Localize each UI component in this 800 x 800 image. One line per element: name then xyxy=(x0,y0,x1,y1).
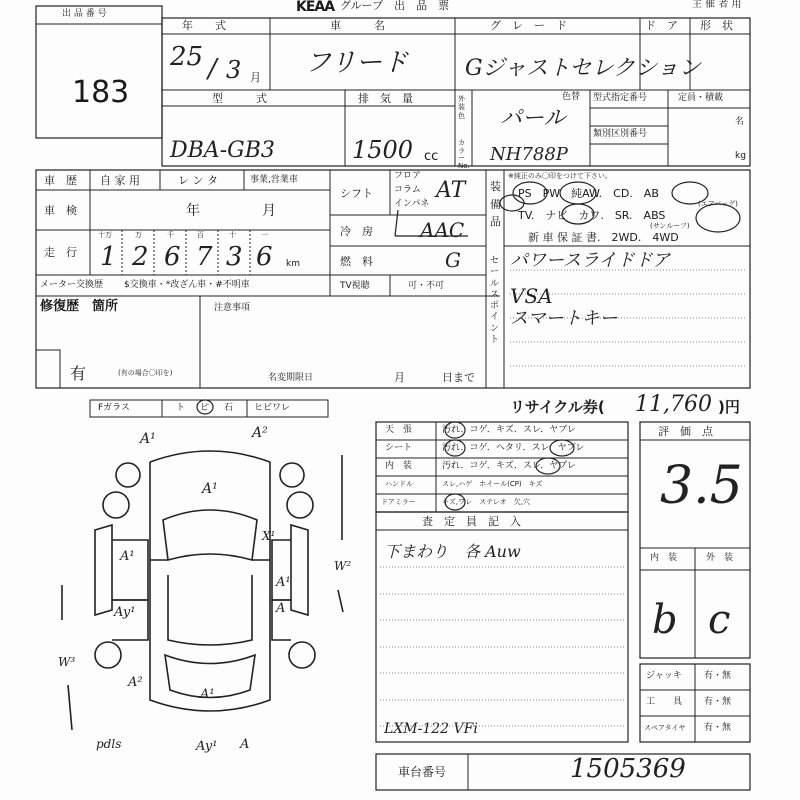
type-approval-label: 型式指定番号 xyxy=(593,93,648,103)
form-title: グループ 出 品 票 xyxy=(340,0,450,12)
equipment-note: ※純正のみ〇印をつけて下さい。 xyxy=(508,172,612,180)
mileage-digit-4: 7 xyxy=(196,242,213,272)
color-code-label: カラーNo. xyxy=(458,139,470,171)
inspection-month: 月 xyxy=(262,203,276,219)
recycle-unit: )円 xyxy=(718,398,740,416)
equipment-row2-sub: (サンルーフ) xyxy=(650,222,690,230)
car-name-label: 車 名 xyxy=(330,19,385,32)
mileage-label: 走 行 xyxy=(44,246,77,259)
lot-number: 183 xyxy=(72,75,130,110)
deadline-label: 名変期限日 xyxy=(268,373,314,383)
month-unit: 月 xyxy=(250,71,261,84)
mark-a1-left: A¹ xyxy=(120,549,135,564)
mark-w2: W² xyxy=(334,559,352,573)
aircon-label: 冷 房 xyxy=(340,225,373,238)
shift-panel: インパネ xyxy=(394,199,430,209)
equipment-row3: 新 車 保 証 書. 2WD. 4WD xyxy=(528,231,679,244)
inspector-label: 査 定 員 記 入 xyxy=(422,515,521,528)
mileage-digit-6: 6 xyxy=(256,242,273,272)
grade-value: 3.5 xyxy=(660,456,743,516)
shape-label: 形 状 xyxy=(700,19,733,32)
mark-pdls: pdls xyxy=(96,737,122,751)
capacity-label: 定員・積載 xyxy=(678,93,724,103)
fuel-value: G xyxy=(445,248,461,272)
tv-label: TV視聴 xyxy=(340,281,370,291)
interior-row-5-options: キズ,ワレ ステレオ 欠,穴 xyxy=(442,498,531,506)
mark-ay1-left: Ay¹ xyxy=(114,605,136,620)
mileage-unit-1: 十万 xyxy=(98,231,112,239)
mileage-digit-3: 6 xyxy=(164,242,181,272)
sales-item-3: スマートキー xyxy=(510,308,618,329)
interior-row-4-options: スレ,ハゲ ホイール(CP) キズ xyxy=(442,480,543,488)
equipment-row1-sub: (エアバッグ) xyxy=(698,200,738,208)
tool-jack-value: 有・無 xyxy=(704,671,732,681)
tool-spare-label: スペアタイヤ xyxy=(644,724,686,732)
equipment-row2: TV. ナビ カワ. SR. ABS xyxy=(518,209,666,222)
history-label: 車 歴 xyxy=(44,174,77,187)
mark-a1-right: A¹ xyxy=(276,575,291,590)
interior-row-4-label: ハンドル xyxy=(385,480,413,488)
inspection-year: 年 xyxy=(186,203,200,219)
car-name-value: フリード xyxy=(305,48,408,78)
sponsor-label: 主 催 者 用 xyxy=(692,0,742,10)
sales-item-1: パワースライドドア xyxy=(510,250,671,271)
deadline-month: 月 xyxy=(394,371,405,384)
model-label: 型 式 xyxy=(212,92,267,105)
interior-grade-label: 内 装 xyxy=(650,553,678,563)
deadline-day: 日まで xyxy=(442,371,475,384)
notes-label: 注意事項 xyxy=(214,303,251,313)
equipment-label: 装備品 xyxy=(490,180,501,229)
mark-a-rear: A xyxy=(240,737,250,752)
color-change-label: 色替 xyxy=(562,92,581,102)
brand-logo: KEAA xyxy=(296,0,335,15)
shift-value: AT xyxy=(436,178,466,203)
tool-spare-value: 有・無 xyxy=(704,723,732,733)
mileage-digit-2: 2 xyxy=(132,242,149,272)
mark-a-right: A xyxy=(276,601,286,616)
inspector-dots xyxy=(380,567,624,726)
history-business: 事業,営業車 xyxy=(250,175,298,185)
shift-label: シフト xyxy=(340,187,373,200)
mileage-digit-1: 1 xyxy=(100,242,117,272)
history-private: 自 家 用 xyxy=(100,174,140,187)
glass-opt-4: ヒビワレ xyxy=(254,403,291,413)
mark-w3: W³ xyxy=(58,655,76,669)
grade-value: Gジャストセレクション xyxy=(465,56,701,81)
displacement-label: 排 気 量 xyxy=(358,92,413,105)
tool-kit-label: 工 具 xyxy=(646,697,683,707)
year-slash: / xyxy=(208,54,217,84)
shift-floor: フロア xyxy=(394,171,422,181)
repair-value: 有 xyxy=(70,364,87,383)
glass-opt-3: 石 xyxy=(224,403,234,413)
recycle-label: リサイクル券( xyxy=(510,398,605,416)
meter-legend: $交換車・*改ざん車・#不明車 xyxy=(124,280,250,290)
mark-x1: X¹ xyxy=(262,529,276,543)
mileage-unit-4: 百 xyxy=(197,231,204,239)
color-value: パール xyxy=(500,106,566,131)
mark-a1-top: A¹ xyxy=(140,431,156,447)
mileage-unit-6: 一 xyxy=(261,231,268,239)
sales-item-2: VSA xyxy=(510,284,553,308)
inspection-label: 車 検 xyxy=(44,204,77,217)
exterior-grade-value: c xyxy=(708,597,731,643)
interior-row-3-options: 汚れ．コゲ．キズ．スレ．ヤブレ xyxy=(442,461,576,471)
exterior-color-label: 外装色 xyxy=(458,95,465,120)
chassis-value: 1505369 xyxy=(570,754,686,784)
model-value: DBA-GB3 xyxy=(170,138,275,163)
mark-a2-rear: A² xyxy=(128,675,143,690)
category-label: 類別区別番号 xyxy=(593,129,648,139)
meter-label: メーター交換歴 xyxy=(40,280,104,290)
recycle-value: 11,760 xyxy=(635,392,712,417)
mileage-unit-5: 十 xyxy=(229,231,236,239)
year-value: 25 xyxy=(170,42,204,72)
glass-opt-2: ピ xyxy=(200,403,210,413)
displacement-value: 1500 xyxy=(352,136,414,164)
color-code-value: NH788P xyxy=(490,144,568,165)
tool-jack-label: ジャッキ xyxy=(646,671,682,681)
interior-row-1-options: 汚れ．コゲ．キズ．スレ．ヤブレ xyxy=(442,425,576,435)
equipment-row1: PS PW 純AW. CD. AB xyxy=(518,187,659,200)
inspector-code: LXM-122 VFi xyxy=(384,721,478,737)
interior-grade-value: b xyxy=(652,597,678,643)
mileage-unit: km xyxy=(286,259,300,269)
month-value: 3 xyxy=(226,56,242,84)
grade-label: グ レ ー ド xyxy=(490,19,567,32)
aircon-value: AAC xyxy=(420,218,465,242)
door-label: ド ア xyxy=(645,19,678,32)
exterior-grade-label: 外 装 xyxy=(706,553,734,563)
interior-row-3-label: 内 装 xyxy=(385,461,413,471)
shift-column: コラム xyxy=(394,185,421,195)
mark-a1-hood: A¹ xyxy=(202,481,218,497)
displacement-unit: cc xyxy=(424,149,439,164)
mark-ay1-rear: Ay¹ xyxy=(196,739,218,754)
mileage-unit-2: 万 xyxy=(135,231,142,239)
interior-row-2-options: 汚れ．コゲ．ヘタリ．スレ．ヤブレ xyxy=(442,443,585,453)
interior-row-2-label: シート xyxy=(385,443,413,453)
fuel-label: 燃 料 xyxy=(340,255,373,268)
lot-label: 出 品 番 号 xyxy=(62,9,107,19)
interior-row-1-label: 天 張 xyxy=(385,425,413,435)
mileage-unit-3: 千 xyxy=(167,231,174,239)
tv-value: 可・不可 xyxy=(408,281,445,291)
sales-label: セールスポイント xyxy=(490,256,500,345)
inspector-comment: 下まわり 各 Auw xyxy=(384,542,521,561)
repair-note: (有の場合〇印を) xyxy=(118,369,173,377)
glass-label: Fガラス xyxy=(98,403,130,413)
mileage-digit-5: 3 xyxy=(226,242,243,272)
mark-a2-top: A² xyxy=(252,425,268,441)
year-label: 年 式 xyxy=(182,19,226,32)
mark-a1-rear: A¹ xyxy=(200,687,215,702)
grade-label: 評 価 点 xyxy=(658,425,713,438)
weight-unit: kg xyxy=(735,151,746,161)
chassis-label: 車台番号 xyxy=(398,765,447,779)
glass-opt-1: ト xyxy=(176,403,186,413)
capacity-unit: 名 xyxy=(735,117,745,127)
history-rental: レ ン タ xyxy=(178,174,218,187)
repair-label: 修復歴 箇所 xyxy=(40,299,119,314)
tool-kit-value: 有・無 xyxy=(704,697,732,707)
interior-row-5-label: ドアミラー xyxy=(381,498,416,506)
